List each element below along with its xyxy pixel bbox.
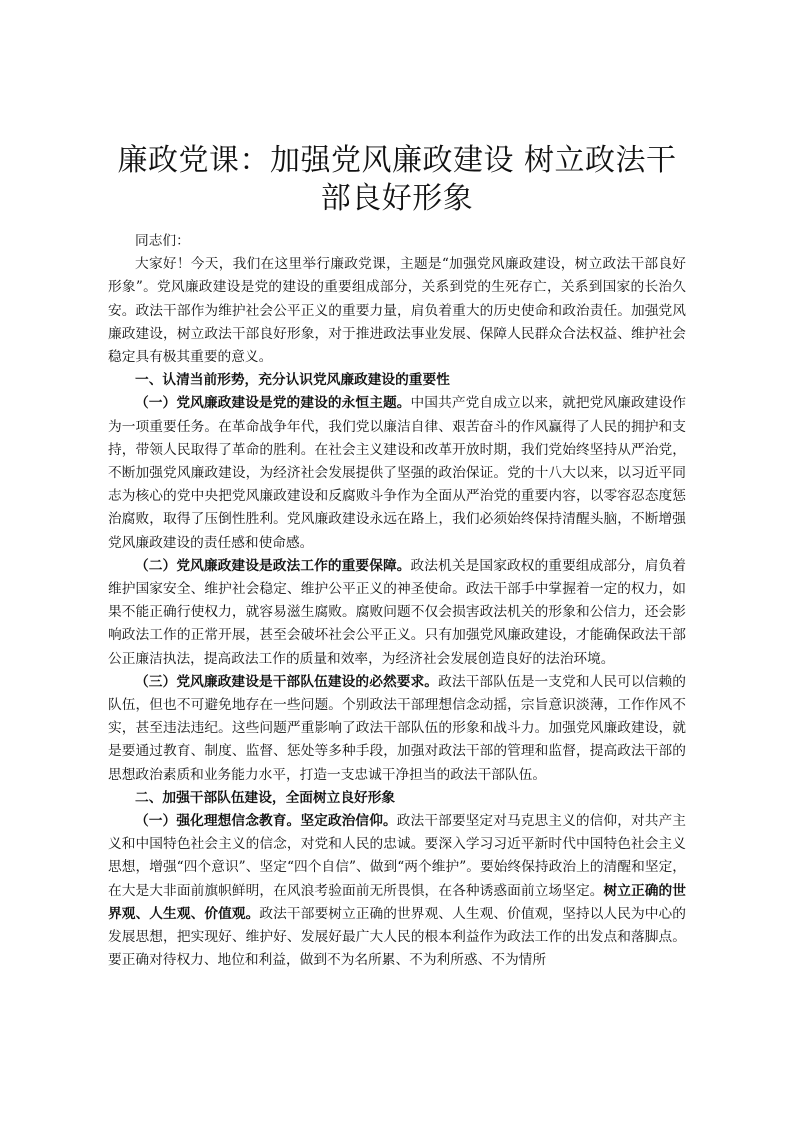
section-1-paragraph-3-text: 政法干部队伍是一支党和人民可以信赖的队伍，但也不可避免地存在一些问题。个别政法干部理想信念动摇，宗旨意识淡薄，工作作风不实，甚至违法违纪。这些问题严重影响了政法干部队伍的形象和战斗力。加强党风廉政建设，就是要通过教育、制度、监督、惩处等多种手段，加强对政法干部的管理和监督，提高政法干部的思想政治素质和业务能力水平，打造一支忠诚干净担当的政法干部队伍。 xyxy=(108,673,686,783)
section-1-paragraph-1 xyxy=(108,392,686,554)
greeting: 同志们： xyxy=(135,233,190,249)
section-1-paragraph-3 xyxy=(108,671,686,787)
section-2-paragraph-1-lead: （一）强化理想信念教育。坚定政治信仰。 xyxy=(135,813,397,830)
section-1-heading: 一、认清当前形势，充分认识党风廉政建设的重要性 xyxy=(135,372,450,389)
section-1-paragraph-3-lead: （三）党风廉政建设是干部队伍建设的必然要求。 xyxy=(135,673,439,690)
section-1-paragraph-1-lead: （一）党风廉政建设是党的建设的永恒主题。 xyxy=(135,395,411,412)
section-1-paragraph-1-text: 中国共产党自成立以来，就把党风廉政建设作为一项重要任务。在革命战争年代，我们党以廉洁自律、艰苦奋斗的作风赢得了人民的拥护和支持，带领人民取得了革命的胜利。在社会主义建设和改革开放时期，我们党始终坚持从严治党，不断加强党风廉政建设，为经济社会发展提供了坚强的政治保证。党的十八大以来，以习近平同志为核心的党中央把党风廉政建设和反腐败斗争作为全面从严治党的重要内容，以零容忍态度惩治腐败，取得了压倒性胜利。党风廉政建设永远在路上，我们必须始终保持清醒头脑，不断增强党风廉政建设的责任感和使命感。 xyxy=(108,395,686,551)
document-title: 廉政党课：加强党风廉政建设 树立政法干部良好形象 xyxy=(117,143,677,216)
intro-paragraph: 大家好！今天，我们在这里举行廉政党课，主题是“加强党风廉政建设，树立政法干部良好形象”。党风廉政建设是党的建设的重要组成部分，关系到党的生死存亡，关系到国家的长治久安。政法干部作为维护社会公平正义的重要力量，肩负着重大的历史使命和政治责任。加强党风廉政建设，树立政法干部良好形象，对于推进政法事业发展、保障人民群众合法权益、维护社会稳定具有极其重要的意义。 xyxy=(108,256,686,366)
document-page xyxy=(108,142,686,973)
section-2-paragraph-1-lead-2: 树立正确的世界观、人生观、价值观。 xyxy=(108,882,686,922)
section-2-heading: 二、加强干部队伍建设，全面树立良好形象 xyxy=(135,789,396,806)
section-1-paragraph-2-text: 政法机关是国家政权的重要组成部分，肩负着维护国家安全、维护社会稳定、维护公平正义的神圣使命。政法干部手中掌握着一定的权力，如果不能正确行使权力，就容易滋生腐败。腐败问题不仅会损害政法机关的形象和公信力，还会影响政法工作的正常开展，甚至会破坏社会公平正义。只有加强党风廉政建设，才能确保政法干部公正廉洁执法，提高政法工作的质量和效率，为经济社会发展创造良好的法治环境。 xyxy=(108,557,686,667)
section-2-paragraph-1 xyxy=(108,810,686,972)
section-2-paragraph-1-text-2: 政法干部要树立正确的世界观、人生观、价值观，坚持以人民为中心的发展思想，把实现好、维护好、发展好最广大人民的根本利益作为政法工作的出发点和落脚点。要正确对待权力、地位和利益，做到不为名所累、不为利所惑、不为情所 xyxy=(108,905,686,969)
section-2-paragraph-1-text: 政法干部要坚定对马克思主义的信仰，对共产主义和中国特色社会主义的信念，对党和人民的忠诚。要深入学习习近平新时代中国特色社会主义思想，增强“四个意识”、坚定“四个自信”、做到“两个维护”。要始终保持政治上的清醒和坚定，在大是大非面前旗帜鲜明，在风浪考验面前无所畏惧，在各种诱惑面前立场坚定。 xyxy=(108,813,686,899)
section-1-paragraph-2-lead: （二）党风廉政建设是政法工作的重要保障。 xyxy=(135,557,411,574)
section-1-paragraph-2 xyxy=(108,555,686,671)
